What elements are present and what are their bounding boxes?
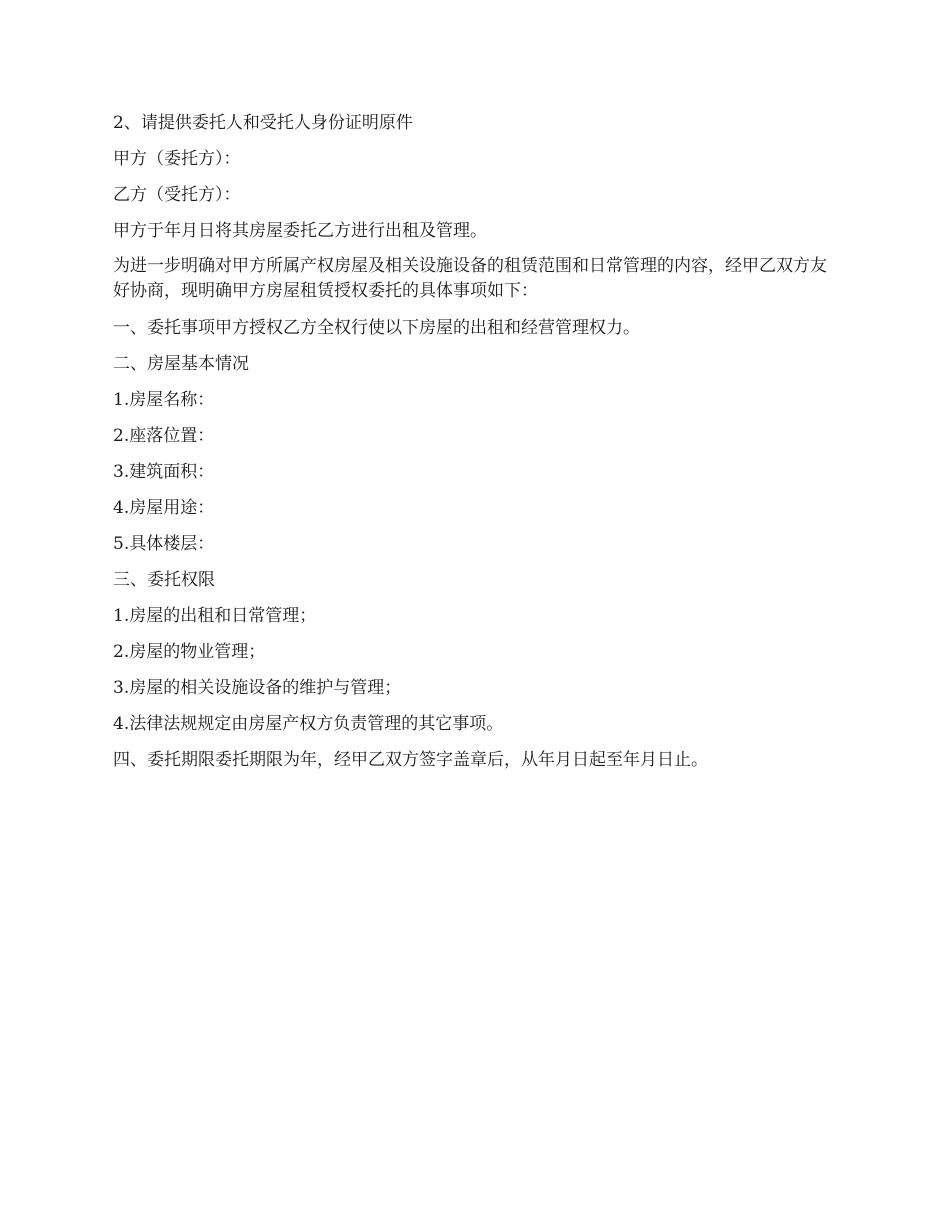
paragraph-purpose: 为进一步明确对甲方所属产权房屋及相关设施设备的租赁范围和日常管理的内容，经甲乙双方友好协商，现明确甲方房屋租赁授权委托的具体事项如下：: [113, 256, 827, 301]
list-item-usage: 4.房屋用途：: [113, 498, 215, 518]
section-heading-authority: 三、委托权限: [113, 570, 215, 590]
paragraph-party-a: 甲方（委托方）：: [113, 149, 241, 169]
list-item-property-name: 1.房屋名称：: [113, 390, 215, 410]
list-item-other-matters: 4.法律法规规定由房屋产权方负责管理的其它事项。: [113, 714, 504, 734]
list-item-maintenance: 3.房屋的相关设施设备的维护与管理；: [113, 678, 402, 698]
paragraph-entrustment-date: 甲方于年月日将其房屋委托乙方进行出租及管理。: [113, 221, 487, 241]
list-item-location: 2.座落位置：: [113, 426, 215, 446]
list-item-leasing: 1.房屋的出租和日常管理；: [113, 606, 317, 626]
list-item-floor: 5.具体楼层：: [113, 534, 215, 554]
list-item-floor-area: 3.建筑面积：: [113, 462, 215, 482]
list-item-property-management: 2.房屋的物业管理；: [113, 642, 266, 662]
paragraph-id-documents: 2、请提供委托人和受托人身份证明原件: [113, 113, 413, 133]
section-heading-entrusted-matters: 一、委托事项甲方授权乙方全权行使以下房屋的出租和经营管理权力。: [113, 318, 640, 338]
section-heading-term: 四、委托期限委托期限为年，经甲乙双方签字盖章后，从年月日起至年月日止。: [113, 750, 708, 770]
document-body: [113, 110, 843, 783]
section-heading-property-info: 二、房屋基本情况: [113, 354, 249, 374]
paragraph-party-b: 乙方（受托方）：: [113, 185, 241, 205]
